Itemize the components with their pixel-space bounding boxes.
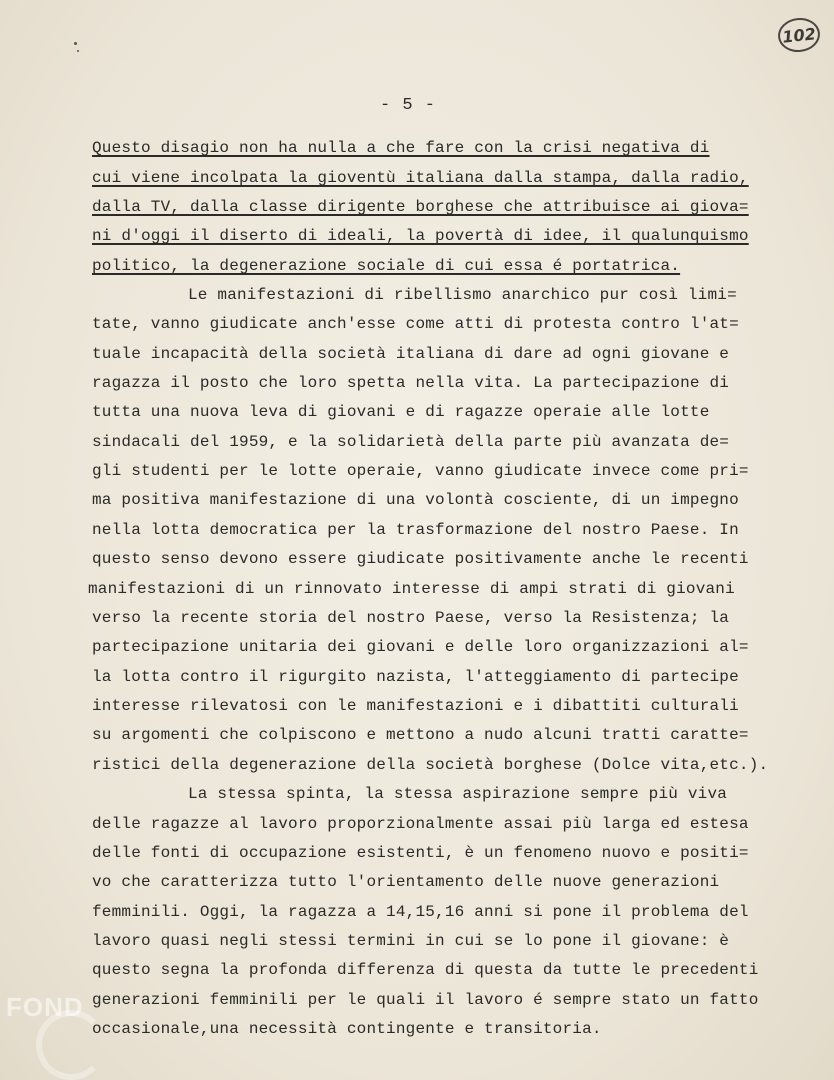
text-line: tutta una nuova leva di giovani e di ragazze operaie alle lotte xyxy=(92,403,710,421)
text-line: delle ragazze al lavoro proporzionalmente assai più larga ed estesa xyxy=(92,815,749,833)
text-line: ragazza il posto che loro spetta nella vita. La partecipazione di xyxy=(92,374,730,392)
text-line: cui viene incolpata la gioventù italiana dalla stampa, dalla radio, xyxy=(92,169,749,187)
text-line: occasionale,una necessità contingente e transitoria. xyxy=(92,1020,602,1038)
watermark-text: FOND xyxy=(6,992,84,1022)
text-line: ni d'oggi il diserto di ideali, la povertà di idee, il qualunquismo xyxy=(92,227,749,245)
text-line: questo segna la profonda differenza di questa da tutte le precedenti xyxy=(92,961,759,979)
text-line: femminili. Oggi, la ragazza a 14,15,16 anni si pone il problema del xyxy=(92,903,749,921)
text-line: tate, vanno giudicate anch'esse come atti di protesta contro l'at= xyxy=(92,315,739,333)
text-line: La stessa spinta, la stessa aspirazione sempre più viva xyxy=(188,785,728,803)
text-line: questo senso devono essere giudicate positivamente anche le recenti xyxy=(92,550,749,568)
ink-speck xyxy=(74,42,77,45)
ink-speck xyxy=(77,50,79,52)
text-line: ma positiva manifestazione di una volontà cosciente, di un impegno xyxy=(92,491,739,509)
text-line: nella lotta democratica per la trasformazione del nostro Paese. In xyxy=(92,521,739,539)
text-line: politico, la degenerazione sociale di cui essa é portatrica. xyxy=(92,257,681,275)
text-line: la lotta contro il rigurgito nazista, l'atteggiamento di partecipe xyxy=(92,668,739,686)
text-line: lavoro quasi negli stessi termini in cui se lo pone il giovane: è xyxy=(92,932,730,950)
text-line: Questo disagio non ha nulla a che fare con la crisi negativa di xyxy=(92,139,710,157)
text-line: interesse rilevatosi con le manifestazioni e i dibattiti culturali xyxy=(92,697,739,715)
archive-stamp: 102 xyxy=(776,16,821,54)
text-line: gli studenti per le lotte operaie, vanno giudicate invece come pri= xyxy=(92,462,749,480)
text-line: verso la recente storia del nostro Paese, verso la Resistenza; la xyxy=(92,609,730,627)
text-line: sindacali del 1959, e la solidarietà della parte più avanzata de= xyxy=(92,433,730,451)
text-line: vo che caratterizza tutto l'orientamento delle nuove generazioni xyxy=(92,873,720,891)
text-line: dalla TV, dalla classe dirigente borghese che attribuisce ai giova= xyxy=(92,198,749,216)
text-line: ristici della degenerazione della società borghese (Dolce vita,etc.). xyxy=(92,756,769,774)
text-line: Le manifestazioni di ribellismo anarchico pur così limi= xyxy=(188,286,737,304)
text-line: partecipazione unitaria dei giovani e delle loro organizzazioni al= xyxy=(92,638,749,656)
text-line: manifestazioni di un rinnovato interesse di ampi strati di giovani xyxy=(88,580,735,598)
text-line: delle fonti di occupazione esistenti, è un fenomeno nuovo e positi= xyxy=(92,844,749,862)
text-line: su argomenti che colpiscono e mettono a nudo alcuni tratti caratte= xyxy=(92,726,749,744)
text-line: generazioni femminili per le quali il lavoro é sempre stato un fatto xyxy=(92,991,759,1009)
page-number: - 5 - xyxy=(380,96,437,115)
text-line: tuale incapacità della società italiana di dare ad ogni giovane e xyxy=(92,345,730,363)
